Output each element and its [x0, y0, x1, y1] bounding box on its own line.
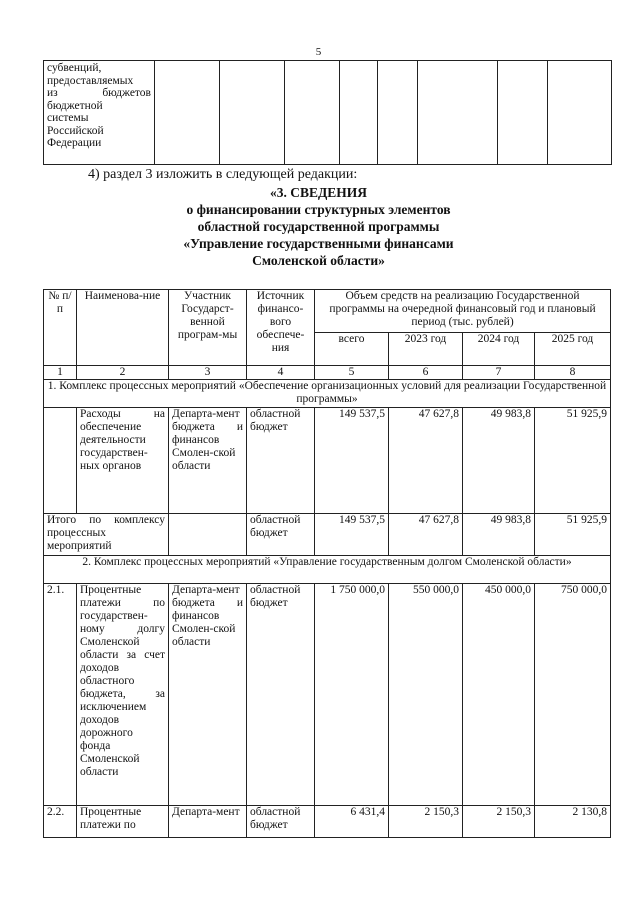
- column-number-row: [44, 366, 611, 380]
- header-2024: 2024 год: [463, 333, 535, 366]
- itogo-source: областной бюджет: [247, 514, 315, 556]
- row-source: областной бюджет: [247, 408, 315, 514]
- itogo-total: 149 537,5: [315, 514, 389, 556]
- title-line: областной государственной программы: [197, 219, 440, 234]
- itogo-2024: 49 983,8: [463, 514, 535, 556]
- title-line: «Управление государственными финансами: [183, 236, 454, 251]
- section-2-heading: 2. Комплекс процессных мероприятий «Управление государственным долгом Смоленской области»: [44, 556, 611, 584]
- fragment-word: из: [47, 87, 58, 99]
- row-2023: 550 000,0: [389, 584, 463, 806]
- row-2024: 2 150,3: [463, 806, 535, 838]
- row-2023: 2 150,3: [389, 806, 463, 838]
- itogo-2025: 51 925,9: [535, 514, 611, 556]
- row-name: Расходы на обеспечение деятельности государствен-ных органов: [77, 408, 169, 514]
- table-row: [44, 806, 611, 838]
- fragment-line: системы: [47, 112, 89, 124]
- row-num: [44, 408, 77, 514]
- row-source: областной бюджет: [247, 584, 315, 806]
- header-participant: Участник Государст-венной програм-мы: [169, 290, 247, 366]
- row-total: 1 750 000,0: [315, 584, 389, 806]
- header-num: № п/п: [44, 290, 77, 366]
- row-2023: 47 627,8: [389, 408, 463, 514]
- section-title: [0, 184, 637, 269]
- row-2024: 49 983,8: [463, 408, 535, 514]
- row-2024: 450 000,0: [463, 584, 535, 806]
- fragment-line: [47, 87, 151, 100]
- intro-paragraph: 4) раздел 3 изложить в следующей редакции:: [88, 167, 358, 182]
- fragment-cell: [418, 61, 498, 165]
- column-number: 3: [169, 366, 247, 380]
- fragment-line: Федерации: [47, 137, 102, 149]
- column-number: 4: [247, 366, 315, 380]
- fragment-cell: [155, 61, 220, 165]
- header-2025: 2025 год: [535, 333, 611, 366]
- row-source: областной бюджет: [247, 806, 315, 838]
- row-num: 2.1.: [44, 584, 77, 806]
- fragment-line: предоставляемых: [47, 74, 134, 87]
- fragment-cell: [220, 61, 285, 165]
- header-total: всего: [315, 333, 389, 366]
- page-number: 5: [315, 46, 322, 58]
- header-volume: Объем средств на реализацию Государственной программы на очередной финансовый год и плановый период (тыс. рублей): [315, 290, 611, 333]
- row-2025: 51 925,9: [535, 408, 611, 514]
- fragment-cell: [548, 61, 612, 165]
- itogo-row: [44, 514, 611, 556]
- row-2025: 750 000,0: [535, 584, 611, 806]
- fragment-line: бюджетной: [47, 99, 103, 112]
- itogo-participant: [169, 514, 247, 556]
- title-line: о финансировании структурных элементов: [186, 202, 451, 217]
- row-participant: Департа-мент бюджета и финансов Смолен-ской области: [169, 584, 247, 806]
- column-number: 5: [315, 366, 389, 380]
- header-name: Наименова-ние: [77, 290, 169, 366]
- column-number: 1: [44, 366, 77, 380]
- row-participant: Департа-мент: [169, 806, 247, 838]
- fragment-cell: [340, 61, 378, 165]
- column-number: 8: [535, 366, 611, 380]
- row-name: Процентные платежи по: [77, 806, 169, 838]
- fragment-cell: [378, 61, 418, 165]
- title-line: «3. СВЕДЕНИЯ: [269, 185, 368, 200]
- header-2023: 2023 год: [389, 333, 463, 366]
- row-name: Процентные платежи по государствен-ному долгу Смоленской области за счет доходов областного бюджета, за исключением доходов дорожного фонда Смоленской области: [77, 584, 169, 806]
- row-num: 2.2.: [44, 806, 77, 838]
- continuation-table-fragment: [43, 60, 612, 165]
- row-total: 6 431,4: [315, 806, 389, 838]
- itogo-label: Итого по комплексу процессных мероприятий: [44, 514, 169, 556]
- row-2025: 2 130,8: [535, 806, 611, 838]
- table-row: [44, 408, 611, 514]
- fragment-line: субвенций,: [47, 62, 102, 74]
- header-source: Источник финансо-вого обеспече-ния: [247, 290, 315, 366]
- fragment-word: бюджетов: [102, 87, 151, 99]
- row-total: 149 537,5: [315, 408, 389, 514]
- financing-table: [43, 289, 611, 838]
- title-line: Смоленской области»: [252, 253, 385, 268]
- fragment-cell: [498, 61, 548, 165]
- fragment-cell: [285, 61, 340, 165]
- table-row: [44, 584, 611, 806]
- column-number: 7: [463, 366, 535, 380]
- section-1-heading: 1. Комплекс процессных мероприятий «Обеспечение организационных условий для реализации Государственной программы»: [44, 380, 611, 408]
- fragment-name-cell: [44, 61, 155, 165]
- column-number: 6: [389, 366, 463, 380]
- fragment-line: Российской: [47, 124, 104, 137]
- row-participant: Департа-мент бюджета и финансов Смолен-ской области: [169, 408, 247, 514]
- column-number: 2: [77, 366, 169, 380]
- itogo-2023: 47 627,8: [389, 514, 463, 556]
